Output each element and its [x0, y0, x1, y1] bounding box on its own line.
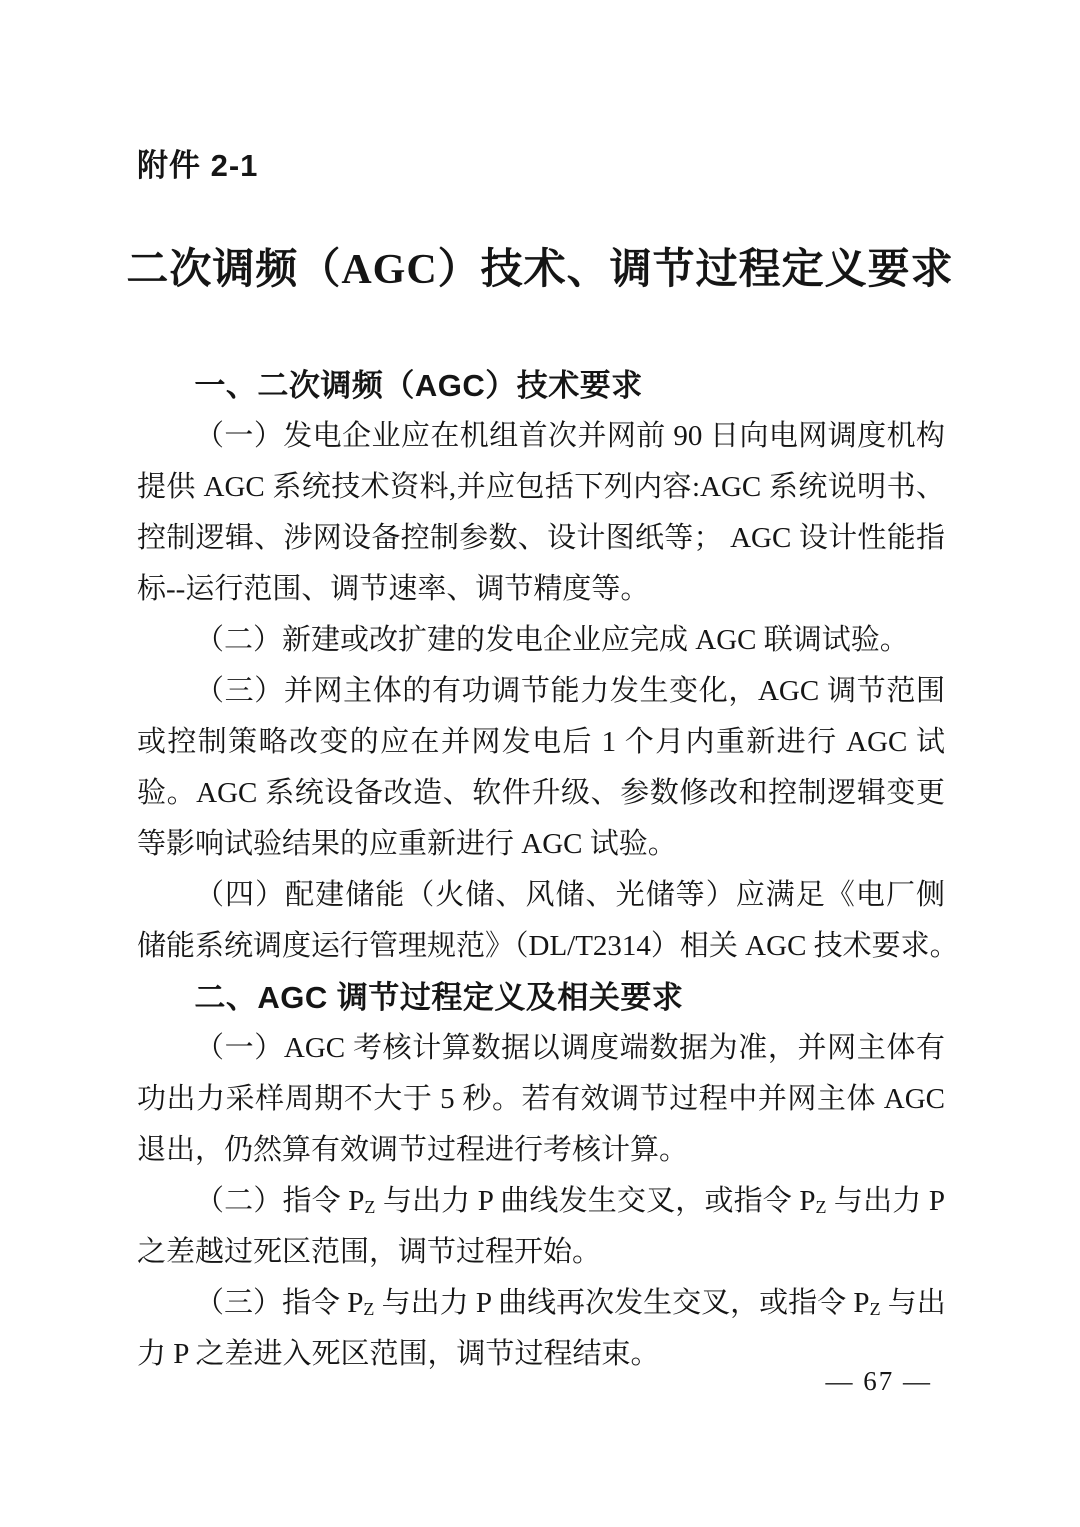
paragraph-line: （二）新建或改扩建的发电企业应完成 AGC 联调试验。: [195, 624, 909, 656]
section1-paragraph-3: [137, 666, 945, 870]
section1-paragraph-4: [137, 870, 959, 972]
paragraph-line: 之差越过死区范围，调节过程开始。: [137, 1236, 602, 1268]
subscript-z: Z: [815, 1197, 827, 1218]
section1-paragraph-1: [137, 411, 945, 615]
paragraph-line: 标--运行范围、调节速率、调节精度等。: [137, 573, 650, 605]
paragraph-line: （一）AGC 考核计算数据以调度端数据为准，并网主体有: [195, 1032, 945, 1064]
paragraph-line: 等影响试验结果的应重新进行 AGC 试验。: [137, 828, 677, 860]
paragraph-line: 力 P 之差进入死区范围，调节过程结束。: [137, 1338, 660, 1370]
line-text: 与出力 P 曲线发生交叉，或指令 P: [375, 1185, 816, 1217]
attachment-label: 附件 2-1: [137, 148, 259, 183]
paragraph-line: 储能系统调度运行管理规范》（DL/T2314）相关 AGC 技术要求。: [137, 930, 959, 962]
section1-paragraph-2: [137, 615, 945, 666]
page-number: — 67 —: [825, 1366, 932, 1396]
document-body: [137, 360, 959, 1380]
paragraph-line: 验。AGC 系统设备改造、软件升级、参数修改和控制逻辑变更: [137, 777, 945, 809]
section2-paragraph-3: [137, 1278, 945, 1380]
paragraph-line: （一）发电企业应在机组首次并网前 90 日向电网调度机构: [195, 420, 945, 452]
subscript-z: Z: [869, 1299, 881, 1320]
paragraph-line: （四）配建储能（火储、风储、光储等）应满足《电厂侧: [195, 879, 945, 911]
paragraph-line: （三）并网主体的有功调节能力发生变化，AGC 调节范围: [195, 675, 945, 707]
line-text: （二）指令 P: [195, 1185, 365, 1217]
section2-paragraph-1: [137, 1023, 945, 1176]
line-text: （三）指令 P: [195, 1287, 364, 1319]
line-text: 与出力 P 曲线再次发生交叉，或指令 P: [374, 1287, 870, 1319]
document-title: 二次调频（AGC）技术、调节过程定义要求: [126, 247, 954, 293]
paragraph-line: [137, 1278, 945, 1329]
line-text: 与出: [880, 1287, 946, 1319]
subscript-z: Z: [364, 1197, 376, 1218]
paragraph-line: [137, 1176, 945, 1227]
section2-heading: 二、AGC 调节过程定义及相关要求: [194, 980, 684, 1015]
paragraph-line: 控制逻辑、涉网设备控制参数、设计图纸等； AGC 设计性能指: [137, 522, 945, 554]
paragraph-line: 或控制策略改变的应在并网发电后 1 个月内重新进行 AGC 试: [137, 726, 945, 758]
line-text: 与出力 P: [826, 1185, 945, 1217]
paragraph-line: 退出，仍然算有效调节过程进行考核计算。: [137, 1134, 689, 1166]
paragraph-line: 提供 AGC 系统技术资料,并应包括下列内容:AGC 系统说明书、: [137, 471, 945, 503]
paragraph-line: 功出力采样周期不大于 5 秒。若有效调节过程中并网主体 AGC: [137, 1083, 945, 1115]
section1-heading: 一、二次调频（AGC）技术要求: [194, 368, 643, 403]
section2-paragraph-2: [137, 1176, 945, 1278]
subscript-z: Z: [363, 1299, 375, 1320]
